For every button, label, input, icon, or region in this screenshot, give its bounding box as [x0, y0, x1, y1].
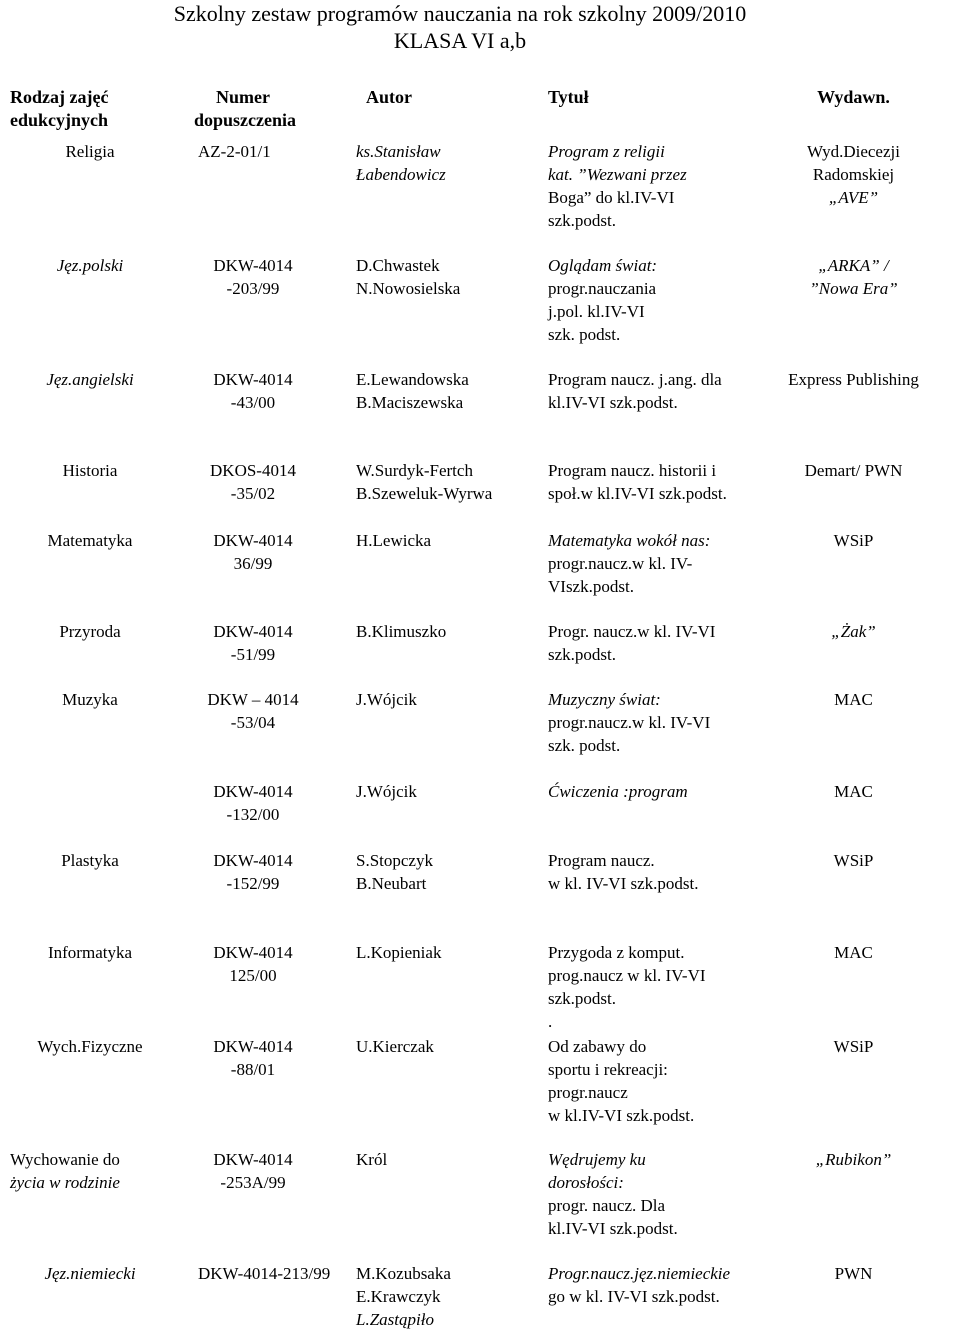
cell-title-line: VIszk.podst.: [548, 577, 634, 596]
cell-subject-line: życia w rodzinie: [10, 1173, 120, 1192]
cell-author: [336, 1260, 518, 1340]
cell-title-line: szk.podst.: [548, 645, 616, 664]
table-row: [6, 252, 956, 366]
cell-number: [174, 847, 336, 939]
cell-number-line: DKW-4014: [213, 1150, 293, 1169]
cell-number-line: 36/99: [233, 554, 273, 573]
cell-author-line: J.Wójcik: [356, 782, 417, 801]
cell-number: [174, 939, 336, 1033]
cell-title: [518, 457, 751, 527]
cell-author-line: B.Maciszewska: [356, 393, 464, 412]
cell-number: [174, 527, 336, 618]
cell-title-line: progr.nauczania: [548, 279, 657, 298]
cell-publisher-line: Express Publishing: [788, 370, 919, 389]
cell-number: [174, 138, 336, 252]
cell-publisher: [751, 1033, 956, 1146]
cell-number-line: DKW-4014: [213, 1037, 293, 1056]
cell-number-line: -43/00: [230, 393, 276, 412]
cell-title-line: w kl. IV-VI szk.podst.: [548, 874, 699, 893]
cell-number-line: DKOS-4014: [210, 461, 296, 480]
table-row: [6, 778, 956, 847]
cell-author: [336, 366, 518, 457]
cell-publisher: [751, 457, 956, 527]
cell-title: [518, 1146, 751, 1260]
cell-title-line: .: [548, 1012, 553, 1031]
class-subtitle: KLASA VI a,b: [393, 28, 527, 53]
cell-title-line: sportu i rekreacji:: [548, 1060, 668, 1079]
cell-publisher-line: Radomskiej: [812, 165, 895, 184]
cell-title: [518, 527, 751, 618]
cell-author: [336, 527, 518, 618]
cell-subject: [6, 778, 174, 847]
cell-title-line: szk.podst.: [548, 989, 616, 1008]
cell-number-line: DKW-4014: [213, 851, 293, 870]
cell-publisher-line: Wyd.Diecezji: [807, 142, 900, 161]
cell-subject-line: Muzyka: [62, 690, 118, 709]
cell-title: [518, 778, 751, 847]
cell-subject: [6, 1033, 174, 1146]
cell-subject-line: Wych.Fizyczne: [37, 1037, 143, 1056]
cell-title-line: Wędrujemy ku: [548, 1150, 646, 1169]
cell-author-line: B.Neubart: [356, 874, 427, 893]
cell-subject-line: Informatyka: [47, 943, 133, 962]
cell-number: [174, 1260, 336, 1340]
cell-number-line: -253A/99: [220, 1173, 286, 1192]
document-header: [0, 0, 920, 54]
cell-subject: [6, 686, 174, 778]
cell-author-line: E.Lewandowska: [356, 370, 469, 389]
cell-author-line: E.Krawczyk: [356, 1287, 441, 1306]
cell-number: [174, 366, 336, 457]
cell-title-line: Przygoda z komput.: [548, 943, 685, 962]
cell-title: [518, 1260, 751, 1340]
cell-number-line: DKW-4014-213/99: [198, 1264, 331, 1283]
cell-number-line: DKW-4014: [213, 943, 293, 962]
table-row: [6, 527, 956, 618]
cell-publisher-line: WSiP: [833, 531, 874, 550]
cell-publisher: [751, 138, 956, 252]
table-row: [6, 138, 956, 252]
cell-subject-line: Jęz.angielski: [46, 370, 134, 389]
header-publisher: Wydawn.: [817, 87, 890, 107]
cell-number-line: 125/00: [229, 966, 277, 985]
cell-title-line: j.pol. kl.IV-VI: [548, 302, 645, 321]
cell-publisher: [751, 1146, 956, 1260]
cell-author-line: D.Chwastek: [356, 256, 440, 275]
table-row: [6, 686, 956, 778]
cell-subject-line: Jęz.niemiecki: [44, 1264, 136, 1283]
cell-title-line: szk. podst.: [548, 325, 621, 344]
cell-number-line: DKW-4014: [213, 256, 293, 275]
cell-subject-line: Matematyka: [47, 531, 133, 550]
cell-author: [336, 939, 518, 1033]
cell-author-line: L.Kopieniak: [356, 943, 442, 962]
cell-author-line: B.Klimuszko: [356, 622, 447, 641]
table-row: [6, 457, 956, 527]
cell-title-line: Matematyka wokół nas:: [548, 531, 711, 550]
table-row: [6, 1260, 956, 1340]
cell-title-line: Program naucz. historii i: [548, 461, 717, 480]
cell-number-line: AZ-2-01/1: [198, 142, 271, 161]
document-title: Szkolny zestaw programów nauczania na rok szkolny 2009/2010: [173, 1, 747, 26]
cell-title-line: kl.IV-VI szk.podst.: [548, 393, 678, 412]
cell-title-line: Muzyczny świat:: [548, 690, 661, 709]
cell-number: [174, 457, 336, 527]
cell-author-line: B.Szeweluk-Wyrwa: [356, 484, 493, 503]
cell-publisher-line: „Żak”: [831, 622, 876, 641]
cell-title-line: progr.naucz: [548, 1083, 628, 1102]
cell-number-line: -152/99: [226, 874, 280, 893]
cell-title-line: kat. ”Wezwani przez: [548, 165, 687, 184]
cell-publisher: [751, 939, 956, 1033]
cell-publisher-line: MAC: [834, 690, 873, 709]
header-author: Autor: [366, 87, 412, 107]
table-row: [6, 939, 956, 1033]
cell-publisher-line: MAC: [834, 782, 873, 801]
cell-number-line: -53/04: [230, 713, 276, 732]
cell-title-line: kl.IV-VI szk.podst.: [548, 1219, 678, 1238]
cell-author-line: H.Lewicka: [356, 531, 432, 550]
cell-author-line: Łabendowicz: [356, 165, 446, 184]
cell-title-line: prog.naucz w kl. IV-VI: [548, 966, 706, 985]
cell-author-line: M.Kozubsaka: [356, 1264, 451, 1283]
cell-title-line: progr.naucz.w kl. IV-: [548, 554, 693, 573]
cell-title-line: go w kl. IV-VI szk.podst.: [548, 1287, 720, 1306]
cell-number: [174, 1146, 336, 1260]
cell-number-line: DKW-4014: [213, 622, 293, 641]
cell-number-line: DKW-4014: [213, 782, 293, 801]
cell-title-line: Program naucz. j.ang. dla: [548, 370, 722, 389]
table-row: [6, 1146, 956, 1260]
cell-number-line: -88/01: [230, 1060, 276, 1079]
cell-publisher-line: PWN: [834, 1264, 873, 1283]
cell-subject: [6, 847, 174, 939]
cell-title-line: Od zabawy do: [548, 1037, 647, 1056]
cell-author-line: N.Nowosielska: [356, 279, 461, 298]
cell-author: [336, 252, 518, 366]
cell-publisher-line: „Rubikon”: [815, 1150, 892, 1169]
cell-author-line: S.Stopczyk: [356, 851, 433, 870]
cell-author-line: ks.Stanisław: [356, 142, 441, 161]
cell-title: [518, 1033, 751, 1146]
cell-number-line: DKW – 4014: [207, 690, 299, 709]
cell-publisher: [751, 686, 956, 778]
cell-subject: [6, 252, 174, 366]
cell-title-line: Progr. naucz.w kl. IV-VI: [548, 622, 716, 641]
cell-number: [174, 252, 336, 366]
cell-author-line: Król: [356, 1150, 388, 1169]
cell-title-line: szk. podst.: [548, 736, 621, 755]
cell-author: [336, 686, 518, 778]
table-row: [6, 366, 956, 457]
cell-title-line: Program z religii: [548, 142, 665, 161]
cell-author: [336, 1033, 518, 1146]
cell-title: [518, 847, 751, 939]
cell-subject: [6, 457, 174, 527]
cell-subject: [6, 366, 174, 457]
cell-number: [174, 686, 336, 778]
cell-number-line: DKW-4014: [213, 370, 293, 389]
cell-title-line: Boga” do kl.IV-VI: [548, 188, 675, 207]
cell-author-line: J.Wójcik: [356, 690, 417, 709]
table-header-row: [6, 84, 956, 138]
table-row: [6, 618, 956, 686]
table-row: [6, 1033, 956, 1146]
cell-subject-line: Jęz.polski: [56, 256, 124, 275]
table-row: [6, 847, 956, 939]
cell-subject-line: Przyroda: [59, 622, 121, 641]
cell-subject: [6, 1260, 174, 1340]
cell-publisher-line: „AVE”: [828, 188, 879, 207]
header-subject: Rodzaj zajęć edukcyjnych: [10, 87, 109, 130]
cell-publisher-line: Demart/ PWN: [804, 461, 903, 480]
cell-title: [518, 252, 751, 366]
cell-title: [518, 618, 751, 686]
cell-publisher: [751, 527, 956, 618]
cell-number-line: -35/02: [230, 484, 276, 503]
cell-publisher-line: „ARKA” /: [818, 256, 889, 275]
cell-publisher: [751, 847, 956, 939]
cell-publisher-line: MAC: [834, 943, 873, 962]
cell-number: [174, 778, 336, 847]
cell-publisher-line: WSiP: [833, 1037, 874, 1056]
cell-author: [336, 138, 518, 252]
cell-publisher: [751, 778, 956, 847]
cell-number: [174, 618, 336, 686]
cell-author: [336, 1146, 518, 1260]
curriculum-table: [6, 84, 956, 1340]
cell-title-line: Ćwiczenia :program: [548, 782, 688, 801]
cell-author-line: W.Surdyk-Fertch: [356, 461, 473, 480]
cell-number-line: -132/00: [226, 805, 280, 824]
cell-author: [336, 457, 518, 527]
cell-title-line: Oglądam świat:: [548, 256, 658, 275]
cell-title-line: szk.podst.: [548, 211, 616, 230]
cell-subject: [6, 138, 174, 252]
cell-subject-line: Historia: [62, 461, 118, 480]
cell-number-line: DKW-4014: [213, 531, 293, 550]
cell-number-line: -203/99: [226, 279, 280, 298]
cell-subject: [6, 939, 174, 1033]
header-number: Numer dopuszczenia: [194, 87, 297, 130]
cell-publisher: [751, 1260, 956, 1340]
cell-number-line: -51/99: [230, 645, 276, 664]
cell-author-line: U.Kierczak: [356, 1037, 434, 1056]
cell-subject: [6, 618, 174, 686]
cell-author-line: L.Zastąpiło: [356, 1310, 434, 1329]
cell-title-line: Program naucz.: [548, 851, 655, 870]
cell-publisher-line: WSiP: [833, 851, 874, 870]
cell-subject-line: Plastyka: [61, 851, 119, 870]
cell-title-line: dorosłości:: [548, 1173, 624, 1192]
cell-title-line: w kl.IV-VI szk.podst.: [548, 1106, 695, 1125]
cell-subject-line: Wychowanie do: [10, 1150, 120, 1169]
cell-subject: [6, 527, 174, 618]
cell-title: [518, 138, 751, 252]
cell-title-line: progr.naucz.w kl. IV-VI: [548, 713, 711, 732]
cell-title-line: Progr.naucz.jęz.niemieckie: [548, 1264, 731, 1283]
cell-title: [518, 366, 751, 457]
cell-author: [336, 847, 518, 939]
cell-publisher-line: ”Nowa Era”: [809, 279, 898, 298]
header-title: Tytuł: [548, 87, 589, 107]
cell-publisher: [751, 252, 956, 366]
cell-subject-line: Religia: [65, 142, 115, 161]
cell-publisher: [751, 618, 956, 686]
cell-publisher: [751, 366, 956, 457]
cell-subject: [6, 1146, 174, 1260]
cell-author: [336, 778, 518, 847]
cell-title-line: społ.w kl.IV-VI szk.podst.: [548, 484, 727, 503]
cell-author: [336, 618, 518, 686]
cell-number: [174, 1033, 336, 1146]
cell-title-line: progr. naucz. Dla: [548, 1196, 666, 1215]
cell-title: [518, 939, 751, 1033]
cell-title: [518, 686, 751, 778]
